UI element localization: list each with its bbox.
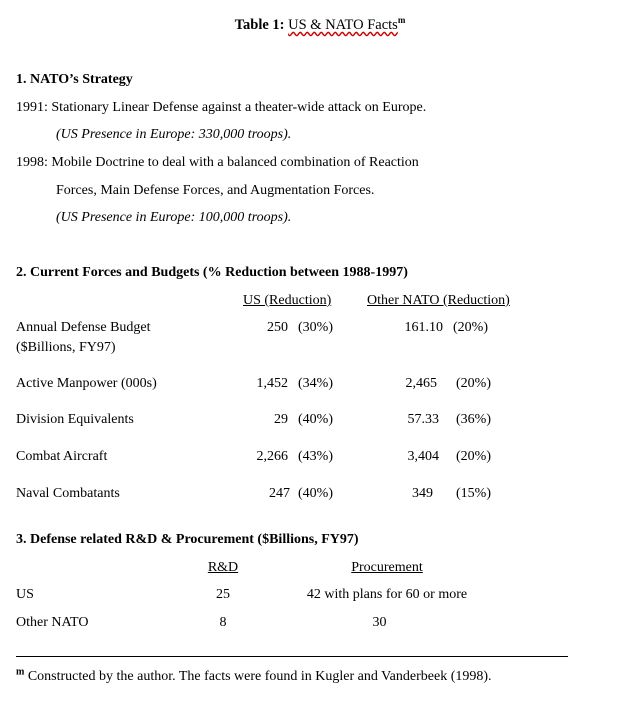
row-label-other-nato: Other NATO [16,615,89,630]
manpower-us-reduction: (34%) [298,376,333,391]
col-header-rd: R&D [207,560,239,575]
row-label-us: US [16,587,34,602]
row-label-divisions: Division Equivalents [16,412,134,427]
us-procurement-value: 42 with plans for 60 or more [306,587,468,602]
strategy-1991: 1991: Stationary Linear Defense against a theater-wide attack on Europe. [16,100,427,115]
manpower-us-value: 1,452 [256,376,288,391]
aircraft-nato-reduction: (20%) [456,449,491,464]
footnote-mark: m [16,666,25,678]
table-title-prefix: Table 1: [234,17,285,33]
section2-heading: 2. Current Forces and Budgets (% Reduction between 1988-1997) [16,265,408,280]
other-nato-procurement-value: 30 [372,615,387,630]
naval-us-value: 247 [269,486,290,501]
budget-nato-value: 161.10 [404,320,443,335]
row-label-naval: Naval Combatants [16,486,120,501]
naval-us-reduction: (40%) [298,486,333,501]
strategy-1998: 1998: Mobile Doctrine to deal with a balanced combination of Reaction [16,155,419,170]
divisions-us-value: 29 [274,412,288,427]
footnote-divider [16,656,568,657]
budget-us-value: 250 [267,320,288,335]
col-header-procurement: Procurement [351,560,423,575]
row-label-manpower: Active Manpower (000s) [16,376,157,391]
col-header-us: US (Reduction) [243,293,332,308]
manpower-nato-value: 2,465 [405,376,437,391]
divisions-nato-value: 57.33 [407,412,439,427]
table-title [0,16,640,34]
row-label-aircraft: Combat Aircraft [16,449,108,464]
table-title-footnote-mark: m [397,15,406,26]
budget-us-reduction: (30%) [298,320,333,335]
section3-heading: 3. Defense related R&D & Procurement ($Billions, FY97) [16,532,359,547]
aircraft-us-reduction: (43%) [298,449,333,464]
us-presence-1991: (US Presence in Europe: 330,000 troops). [56,127,292,142]
col-header-other-nato: Other NATO (Reduction) [367,293,510,308]
naval-nato-reduction: (15%) [456,486,491,501]
strategy-1998-continued: Forces, Main Defense Forces, and Augmentation Forces. [56,183,375,198]
divisions-us-reduction: (40%) [298,412,333,427]
divisions-nato-reduction: (36%) [456,412,491,427]
aircraft-nato-value: 3,404 [407,449,439,464]
naval-nato-value: 349 [412,486,433,501]
section1-heading: 1. NATO’s Strategy [16,72,133,87]
footnote [16,668,492,686]
manpower-nato-reduction: (20%) [456,376,491,391]
aircraft-us-value: 2,266 [256,449,288,464]
table-title-main: US & NATO Facts [288,17,398,33]
us-presence-1998: (US Presence in Europe: 100,000 troops). [56,210,292,225]
row-label-budget-unit: ($Billions, FY97) [16,340,116,355]
us-rd-value: 25 [216,587,230,602]
other-nato-rd-value: 8 [219,615,227,630]
budget-nato-reduction: (20%) [453,320,488,335]
footnote-text: Constructed by the author. The facts were found in Kugler and Vanderbeek (1998). [24,669,492,684]
row-label-budget: Annual Defense Budget [16,320,151,335]
